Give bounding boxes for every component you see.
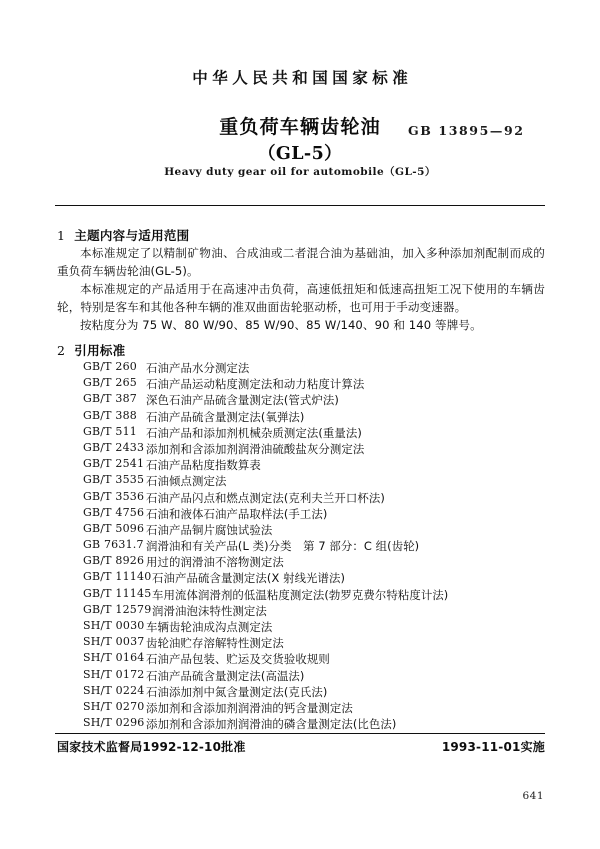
reference-standard-name: 石油和液体石油产品取样法(手工法) — [146, 506, 328, 521]
reference-standard-code: GB/T 511 — [83, 424, 138, 438]
reference-standard-name: 用过的润滑油不溶物测定法 — [146, 555, 284, 570]
section-heading-1 — [57, 226, 189, 244]
reference-standard-name: 石油产品硫含量测定法(氧弹法) — [146, 409, 305, 424]
reference-standard-row — [0, 473, 600, 489]
reference-standard-code: GB/T 3535 — [83, 473, 145, 487]
reference-standard-name: 齿轮油贮存溶解特性测定法 — [146, 636, 284, 651]
reference-standard-row — [0, 538, 600, 554]
reference-standard-code: GB/T 8926 — [83, 554, 145, 568]
page-title: 重负荷车辆齿轮油 — [219, 116, 381, 138]
section-title-2: 引用标准 — [74, 343, 126, 358]
reference-standard-name: 添加剂和含添加剂润滑油的钙含量测定法 — [146, 700, 353, 715]
reference-standard-code: GB/T 11145 — [83, 586, 152, 600]
reference-standard-code: GB/T 2541 — [83, 457, 145, 471]
paragraph-scope-3: 按粘度分为 75 W、80 W/90、85 W/90、85 W/140、90 和 140 等牌号。 — [80, 318, 482, 332]
reference-standard-row — [0, 570, 600, 586]
reference-standard-name: 车辆齿轮油成沟点测定法 — [146, 620, 273, 634]
english-title: Heavy duty gear oil for automobile（GL-5） — [164, 166, 436, 178]
footer-divider-rule — [55, 733, 545, 734]
reference-standard-code: SH/T 0037 — [83, 635, 145, 649]
header-divider-rule — [55, 205, 545, 206]
reference-standard-code: SH/T 0270 — [83, 699, 145, 713]
reference-standard-name: 石油产品硫含量测定法(高温法) — [146, 668, 305, 683]
page-number: 641 — [522, 790, 544, 802]
reference-standard-row — [0, 360, 600, 376]
approval-statement: 国家技术监督局1992-12-10批准 — [57, 740, 246, 754]
reference-standard-code: GB/T 2433 — [83, 440, 145, 454]
reference-standard-code: GB/T 12579 — [83, 602, 152, 616]
reference-standard-name: 车用流体润滑剂的低温粘度测定法(勃罗克费尔特粘度计法) — [152, 587, 449, 602]
section-heading-2 — [57, 341, 125, 359]
reference-standard-row — [0, 506, 600, 522]
paragraph-scope-1: 本标准规定了以精制矿物油、合成油或二者混合油为基础油，加入多种添加剂配制而成的重负荷车辆齿轮油(GL-5)。 — [57, 246, 545, 278]
reference-standard-row — [0, 376, 600, 392]
implementation-date: 1993-11-01实施 — [441, 740, 545, 754]
reference-standard-code: SH/T 0030 — [83, 619, 145, 632]
paragraph-scope-2: 本标准规定的产品适用于在高速冲击负荷，高速低扭矩和低速高扭矩工况下使用的车辆齿轮，特别是客车和其他各种车辆的准双曲面齿轮驱动桥，也可用于手动变速器。 — [57, 282, 545, 314]
national-standard-header: 中华人民共和国国家标准 — [192, 69, 413, 87]
reference-standard-row — [0, 684, 600, 700]
standard-number: GB 13895—92 — [408, 123, 525, 138]
reference-standard-name: 深色石油产品硫含量测定法(管式炉法) — [146, 393, 339, 408]
reference-standard-name: 添加剂和含添加剂润滑油的磷含量测定法(比色法) — [146, 717, 397, 732]
reference-standard-row — [0, 635, 600, 651]
reference-standard-name: 石油产品铜片腐蚀试验法 — [146, 522, 273, 537]
reference-standard-code: GB/T 387 — [83, 392, 138, 406]
section-title-1: 主题内容与适用范围 — [74, 228, 190, 243]
reference-standard-name: 石油产品水分测定法 — [146, 361, 250, 375]
page-title-subtitle: （GL-5） — [257, 144, 343, 164]
reference-standard-row — [0, 457, 600, 473]
reference-standard-row — [0, 603, 600, 619]
reference-standard-name: 石油产品包装、贮运及交货验收规则 — [146, 652, 330, 667]
section-number-1: 1 — [57, 228, 66, 243]
reference-standard-row — [0, 700, 600, 716]
reference-standard-row — [0, 441, 600, 457]
reference-standard-name: 石油倾点测定法 — [146, 474, 227, 489]
reference-standard-code: SH/T 0224 — [83, 683, 145, 697]
reference-standard-name: 石油产品硫含量测定法(X 射线光谱法) — [152, 571, 346, 586]
reference-standard-row — [0, 409, 600, 425]
reference-standard-code: GB/T 3536 — [83, 489, 145, 503]
reference-standard-code: SH/T 0296 — [83, 716, 145, 730]
reference-standard-code: GB/T 11140 — [83, 570, 152, 584]
reference-standard-row — [0, 619, 600, 635]
reference-standard-row — [0, 651, 600, 667]
reference-standard-row — [0, 668, 600, 684]
reference-standard-name: 润滑油泡沫特性测定法 — [152, 603, 267, 618]
reference-standard-code: GB/T 4756 — [83, 505, 145, 519]
reference-standard-row — [0, 554, 600, 570]
reference-standard-code: GB/T 5096 — [83, 521, 145, 535]
reference-standard-name: 石油产品粘度指数算表 — [146, 458, 261, 473]
reference-standards-list — [0, 360, 600, 732]
reference-standard-row — [0, 425, 600, 441]
reference-standard-code: GB/T 260 — [83, 360, 138, 373]
reference-standard-name: 石油产品闪点和燃点测定法(克利夫兰开口杯法) — [146, 490, 385, 505]
reference-standard-code: SH/T 0172 — [83, 667, 145, 681]
reference-standard-row — [0, 716, 600, 732]
section-number-2: 2 — [57, 343, 66, 358]
reference-standard-code: GB/T 388 — [83, 408, 138, 422]
reference-standard-code: GB 7631.7 — [83, 538, 144, 552]
reference-standard-row — [0, 392, 600, 408]
reference-standard-name: 石油产品和添加剂机械杂质测定法(重量法) — [146, 425, 362, 440]
reference-standard-code: SH/T 0164 — [83, 651, 145, 665]
reference-standard-row — [0, 522, 600, 538]
reference-standard-name: 石油产品运动粘度测定法和动力粘度计算法 — [146, 377, 365, 392]
reference-standard-row — [0, 490, 600, 506]
reference-standard-row — [0, 587, 600, 603]
reference-standard-name: 添加剂和含添加剂润滑油硫酸盐灰分测定法 — [146, 441, 365, 456]
reference-standard-code: GB/T 265 — [83, 376, 138, 390]
reference-standard-name: 润滑油和有关产品(L 类)分类 第 7 部分：C 组(齿轮) — [146, 539, 420, 554]
reference-standard-name: 石油添加剂中氮含量测定法(克氏法) — [146, 684, 328, 699]
